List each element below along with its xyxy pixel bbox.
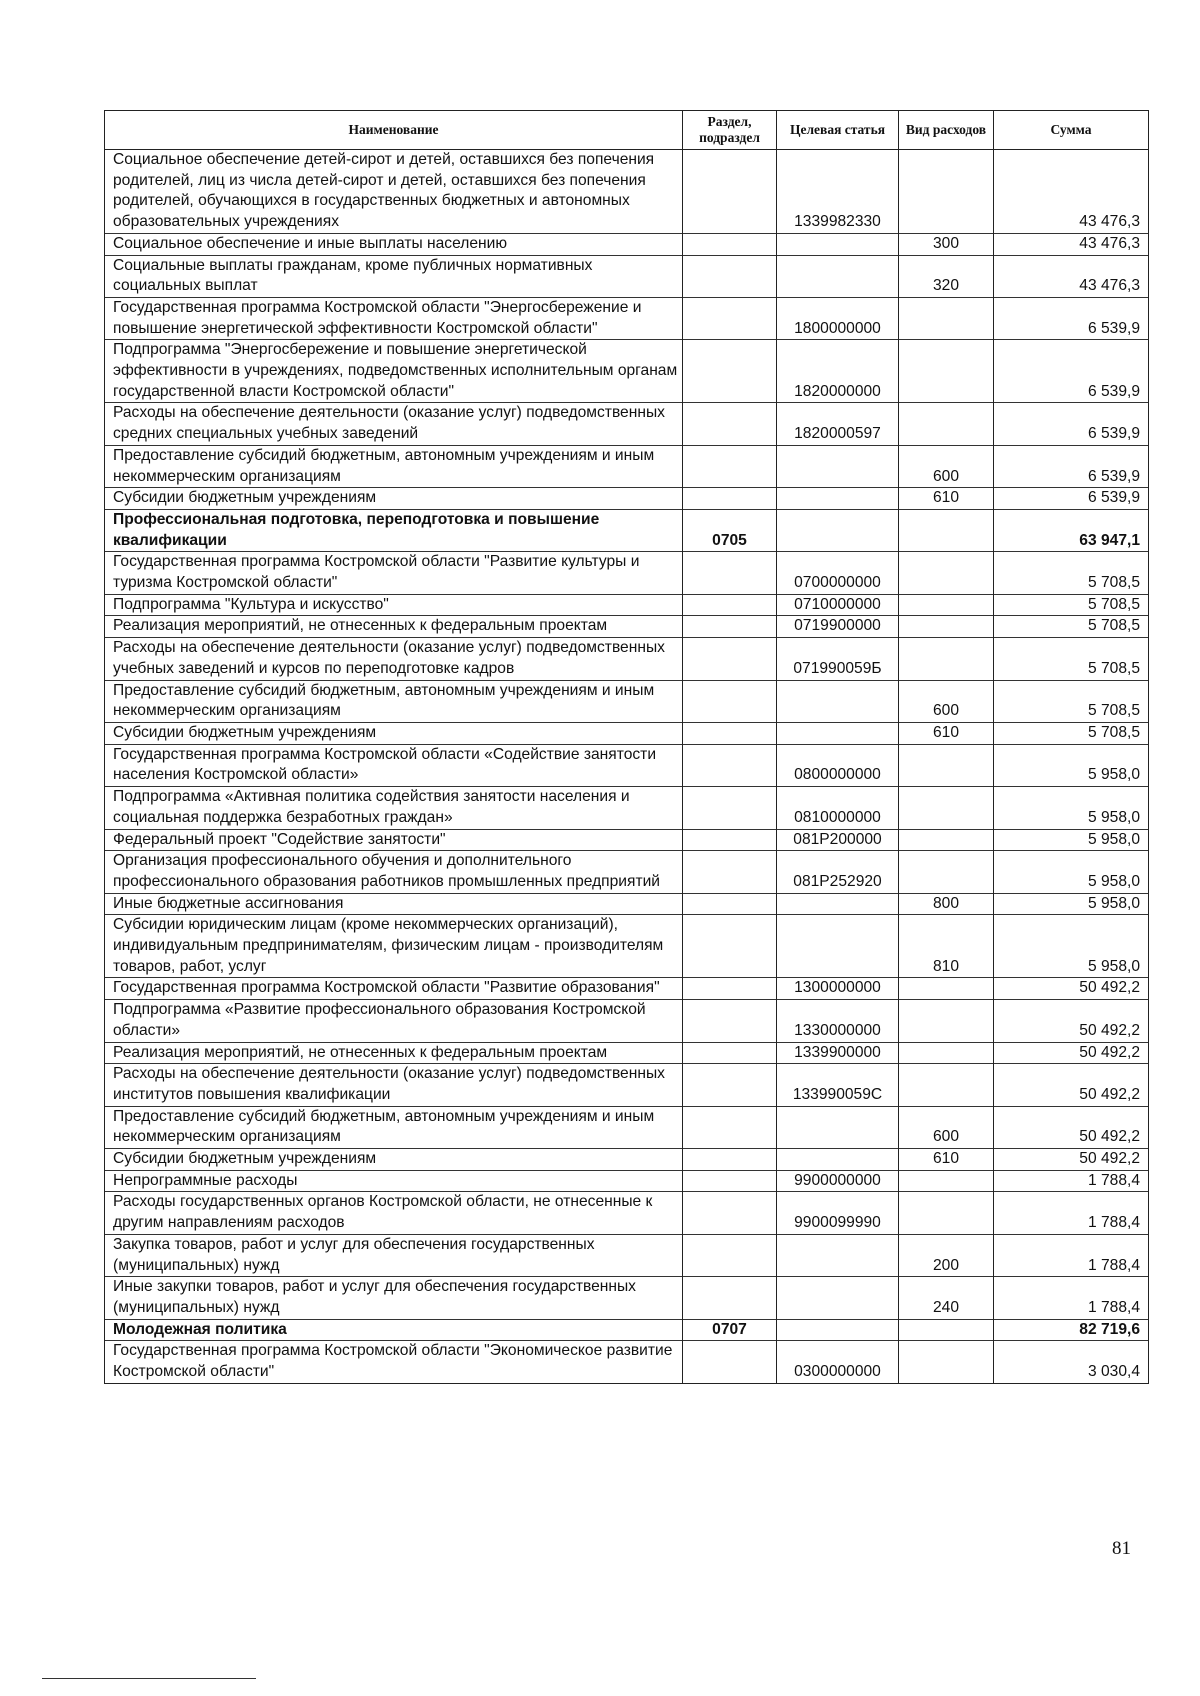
table-row xyxy=(105,150,1149,234)
cell-type xyxy=(899,638,994,680)
cell-section xyxy=(683,1149,777,1171)
cell-target: 1339982330 xyxy=(777,150,899,234)
cell-target xyxy=(777,445,899,487)
table-row xyxy=(105,829,1149,851)
cell-section xyxy=(683,616,777,638)
cell-target: 9900000000 xyxy=(777,1170,899,1192)
cell-section xyxy=(683,403,777,445)
cell-section xyxy=(683,594,777,616)
cell-sum: 82 719,6 xyxy=(994,1319,1149,1341)
cell-name: Подпрограмма "Культура и искусство" xyxy=(105,594,683,616)
header-type: Вид расходов xyxy=(899,111,994,150)
footnote-rule xyxy=(42,1678,256,1679)
cell-target: 071990059Б xyxy=(777,638,899,680)
cell-type xyxy=(899,1042,994,1064)
cell-name: Непрограммные расходы xyxy=(105,1170,683,1192)
cell-sum: 50 492,2 xyxy=(994,1042,1149,1064)
cell-sum: 63 947,1 xyxy=(994,509,1149,551)
cell-section xyxy=(683,1341,777,1383)
cell-name: Подпрограмма «Активная политика содействия занятости населения и социальная поддержка безработных граждан» xyxy=(105,787,683,829)
table-row xyxy=(105,552,1149,594)
cell-section xyxy=(683,1277,777,1319)
cell-type xyxy=(899,1192,994,1234)
cell-target xyxy=(777,488,899,510)
cell-name: Государственная программа Костромской области "Развитие образования" xyxy=(105,978,683,1000)
cell-sum: 50 492,2 xyxy=(994,1149,1149,1171)
cell-type: 300 xyxy=(899,233,994,255)
cell-name: Закупка товаров, работ и услуг для обеспечения государственных (муниципальных) нужд xyxy=(105,1234,683,1276)
table-row xyxy=(105,1064,1149,1106)
cell-type xyxy=(899,1341,994,1383)
cell-target xyxy=(777,1106,899,1148)
budget-table xyxy=(104,110,1149,1384)
cell-sum: 5 958,0 xyxy=(994,787,1149,829)
header-target: Целевая статья xyxy=(777,111,899,150)
cell-name: Подпрограмма «Развитие профессионального образования Костромской области» xyxy=(105,1000,683,1042)
cell-target: 1339900000 xyxy=(777,1042,899,1064)
cell-sum: 5 708,5 xyxy=(994,594,1149,616)
cell-section xyxy=(683,1170,777,1192)
cell-target: 0710000000 xyxy=(777,594,899,616)
table-row xyxy=(105,638,1149,680)
cell-target: 1800000000 xyxy=(777,297,899,339)
cell-name: Предоставление субсидий бюджетным, автономным учреждениям и иным некоммерческим организациям xyxy=(105,445,683,487)
cell-type: 600 xyxy=(899,1106,994,1148)
cell-target xyxy=(777,1149,899,1171)
cell-target: 081P200000 xyxy=(777,829,899,851)
cell-type xyxy=(899,1170,994,1192)
cell-type: 610 xyxy=(899,1149,994,1171)
cell-sum: 50 492,2 xyxy=(994,1064,1149,1106)
cell-sum: 1 788,4 xyxy=(994,1234,1149,1276)
cell-sum: 6 539,9 xyxy=(994,445,1149,487)
table-header-row xyxy=(105,111,1149,150)
cell-name: Социальное обеспечение и иные выплаты населению xyxy=(105,233,683,255)
budget-sheet xyxy=(104,110,1148,1384)
cell-name: Социальное обеспечение детей-сирот и детей, оставшихся без попечения родителей, лиц из числа детей-сирот и детей, оставшихся без попечения родителей, обучающихся в государственных бюджетных и автономных образовательных учреждениях xyxy=(105,150,683,234)
cell-section xyxy=(683,1192,777,1234)
cell-sum: 43 476,3 xyxy=(994,150,1149,234)
cell-sum: 5 958,0 xyxy=(994,851,1149,893)
cell-type xyxy=(899,744,994,786)
cell-type: 610 xyxy=(899,722,994,744)
table-row xyxy=(105,233,1149,255)
cell-type xyxy=(899,297,994,339)
cell-sum: 5 708,5 xyxy=(994,616,1149,638)
cell-type xyxy=(899,851,994,893)
cell-section: 0707 xyxy=(683,1319,777,1341)
cell-section xyxy=(683,552,777,594)
table-row xyxy=(105,1042,1149,1064)
table-row xyxy=(105,403,1149,445)
cell-section xyxy=(683,1000,777,1042)
cell-name: Социальные выплаты гражданам, кроме публичных нормативных социальных выплат xyxy=(105,255,683,297)
cell-section xyxy=(683,445,777,487)
cell-target: 9900099990 xyxy=(777,1192,899,1234)
table-row xyxy=(105,1000,1149,1042)
cell-section xyxy=(683,744,777,786)
cell-name: Государственная программа Костромской области "Развитие культуры и туризма Костромской области" xyxy=(105,552,683,594)
cell-name: Расходы на обеспечение деятельности (оказание услуг) подведомственных институтов повышения квалификации xyxy=(105,1064,683,1106)
cell-sum: 6 539,9 xyxy=(994,340,1149,403)
header-section: Раздел, подраздел xyxy=(683,111,777,150)
cell-type xyxy=(899,594,994,616)
cell-target xyxy=(777,722,899,744)
cell-type: 320 xyxy=(899,255,994,297)
cell-target xyxy=(777,509,899,551)
cell-target xyxy=(777,255,899,297)
table-row xyxy=(105,445,1149,487)
cell-sum: 50 492,2 xyxy=(994,1106,1149,1148)
page-number: 81 xyxy=(1112,1538,1131,1559)
cell-type xyxy=(899,1319,994,1341)
cell-type xyxy=(899,787,994,829)
cell-sum: 6 539,9 xyxy=(994,297,1149,339)
cell-section xyxy=(683,829,777,851)
table-row xyxy=(105,1192,1149,1234)
table-row xyxy=(105,915,1149,978)
cell-target xyxy=(777,233,899,255)
cell-type xyxy=(899,616,994,638)
cell-target xyxy=(777,893,899,915)
cell-name: Предоставление субсидий бюджетным, автономным учреждениям и иным некоммерческим организациям xyxy=(105,680,683,722)
cell-name: Государственная программа Костромской области "Экономическое развитие Костромской области" xyxy=(105,1341,683,1383)
cell-sum: 50 492,2 xyxy=(994,978,1149,1000)
cell-target: 0700000000 xyxy=(777,552,899,594)
table-row xyxy=(105,680,1149,722)
cell-section xyxy=(683,1042,777,1064)
cell-type xyxy=(899,340,994,403)
cell-section xyxy=(683,150,777,234)
table-row xyxy=(105,744,1149,786)
cell-sum: 43 476,3 xyxy=(994,255,1149,297)
cell-name: Государственная программа Костромской области "Энергосбережение и повышение энергетической эффективности Костромской области" xyxy=(105,297,683,339)
cell-target xyxy=(777,1277,899,1319)
cell-type xyxy=(899,978,994,1000)
cell-target: 1300000000 xyxy=(777,978,899,1000)
cell-type xyxy=(899,509,994,551)
cell-name: Иные бюджетные ассигнования xyxy=(105,893,683,915)
table-row xyxy=(105,722,1149,744)
cell-type xyxy=(899,552,994,594)
cell-sum: 6 539,9 xyxy=(994,488,1149,510)
cell-target xyxy=(777,1234,899,1276)
cell-sum: 50 492,2 xyxy=(994,1000,1149,1042)
table-row xyxy=(105,340,1149,403)
cell-type: 240 xyxy=(899,1277,994,1319)
cell-sum: 6 539,9 xyxy=(994,403,1149,445)
cell-sum: 43 476,3 xyxy=(994,233,1149,255)
cell-section xyxy=(683,488,777,510)
table-row xyxy=(105,1319,1149,1341)
cell-name: Организация профессионального обучения и дополнительного профессионального образования работников промышленных предприятий xyxy=(105,851,683,893)
table-row xyxy=(105,1341,1149,1383)
cell-name: Государственная программа Костромской области «Содействие занятости населения Костромской области» xyxy=(105,744,683,786)
cell-target: 0719900000 xyxy=(777,616,899,638)
cell-target: 1820000597 xyxy=(777,403,899,445)
cell-type xyxy=(899,1064,994,1106)
cell-target xyxy=(777,680,899,722)
cell-target: 0810000000 xyxy=(777,787,899,829)
cell-type xyxy=(899,829,994,851)
table-row xyxy=(105,1170,1149,1192)
cell-section xyxy=(683,787,777,829)
table-row xyxy=(105,787,1149,829)
cell-sum: 5 708,5 xyxy=(994,638,1149,680)
cell-type xyxy=(899,1000,994,1042)
cell-sum: 5 958,0 xyxy=(994,744,1149,786)
cell-type xyxy=(899,150,994,234)
cell-target: 0300000000 xyxy=(777,1341,899,1383)
table-row xyxy=(105,594,1149,616)
cell-section xyxy=(683,1064,777,1106)
table-row xyxy=(105,893,1149,915)
cell-name: Реализация мероприятий, не отнесенных к федеральным проектам xyxy=(105,1042,683,1064)
table-row xyxy=(105,1106,1149,1148)
cell-name: Молодежная политика xyxy=(105,1319,683,1341)
cell-target xyxy=(777,915,899,978)
table-row xyxy=(105,255,1149,297)
table-row xyxy=(105,1234,1149,1276)
cell-sum: 5 958,0 xyxy=(994,829,1149,851)
header-name: Наименование xyxy=(105,111,683,150)
cell-name: Профессиональная подготовка, переподготовка и повышение квалификации xyxy=(105,509,683,551)
cell-name: Иные закупки товаров, работ и услуг для обеспечения государственных (муниципальных) нужд xyxy=(105,1277,683,1319)
cell-name: Федеральный проект "Содействие занятости" xyxy=(105,829,683,851)
cell-section: 0705 xyxy=(683,509,777,551)
table-row xyxy=(105,1149,1149,1171)
cell-sum: 1 788,4 xyxy=(994,1192,1149,1234)
header-sum: Сумма xyxy=(994,111,1149,150)
cell-type: 200 xyxy=(899,1234,994,1276)
cell-section xyxy=(683,638,777,680)
cell-sum: 5 708,5 xyxy=(994,552,1149,594)
cell-target: 1820000000 xyxy=(777,340,899,403)
cell-target: 0800000000 xyxy=(777,744,899,786)
cell-name: Расходы государственных органов Костромской области, не отнесенные к другим направлениям расходов xyxy=(105,1192,683,1234)
cell-target: 1330000000 xyxy=(777,1000,899,1042)
table-row xyxy=(105,509,1149,551)
table-body xyxy=(105,150,1149,1384)
cell-sum: 5 958,0 xyxy=(994,915,1149,978)
cell-section xyxy=(683,893,777,915)
cell-name: Субсидии бюджетным учреждениям xyxy=(105,722,683,744)
cell-section xyxy=(683,1234,777,1276)
table-row xyxy=(105,978,1149,1000)
cell-target: 081P252920 xyxy=(777,851,899,893)
cell-sum: 5 708,5 xyxy=(994,680,1149,722)
cell-type: 600 xyxy=(899,445,994,487)
cell-name: Расходы на обеспечение деятельности (оказание услуг) подведомственных средних специальных учебных заведений xyxy=(105,403,683,445)
cell-name: Подпрограмма "Энергосбережение и повышение энергетической эффективности в учреждениях, подведомственных исполнительным органам государственной власти Костромской области" xyxy=(105,340,683,403)
cell-section xyxy=(683,722,777,744)
cell-section xyxy=(683,297,777,339)
cell-name: Субсидии бюджетным учреждениям xyxy=(105,1149,683,1171)
table-row xyxy=(105,616,1149,638)
cell-section xyxy=(683,233,777,255)
cell-sum: 1 788,4 xyxy=(994,1170,1149,1192)
cell-section xyxy=(683,255,777,297)
cell-name: Субсидии юридическим лицам (кроме некоммерческих организаций), индивидуальным предпринимателям, физическим лицам - производителям товаров, работ, услуг xyxy=(105,915,683,978)
table-row xyxy=(105,851,1149,893)
table-row xyxy=(105,297,1149,339)
cell-type: 610 xyxy=(899,488,994,510)
cell-sum: 1 788,4 xyxy=(994,1277,1149,1319)
cell-type: 600 xyxy=(899,680,994,722)
cell-name: Расходы на обеспечение деятельности (оказание услуг) подведомственных учебных заведений и курсов по переподготовке кадров xyxy=(105,638,683,680)
cell-section xyxy=(683,680,777,722)
cell-type: 800 xyxy=(899,893,994,915)
cell-target xyxy=(777,1319,899,1341)
cell-sum: 3 030,4 xyxy=(994,1341,1149,1383)
cell-sum: 5 958,0 xyxy=(994,893,1149,915)
cell-name: Реализация мероприятий, не отнесенных к федеральным проектам xyxy=(105,616,683,638)
cell-name: Предоставление субсидий бюджетным, автономным учреждениям и иным некоммерческим организациям xyxy=(105,1106,683,1148)
cell-section xyxy=(683,915,777,978)
cell-name: Субсидии бюджетным учреждениям xyxy=(105,488,683,510)
cell-section xyxy=(683,1106,777,1148)
table-row xyxy=(105,1277,1149,1319)
cell-type xyxy=(899,403,994,445)
cell-target: 133990059С xyxy=(777,1064,899,1106)
table-row xyxy=(105,488,1149,510)
cell-sum: 5 708,5 xyxy=(994,722,1149,744)
cell-type: 810 xyxy=(899,915,994,978)
cell-section xyxy=(683,340,777,403)
cell-section xyxy=(683,978,777,1000)
cell-section xyxy=(683,851,777,893)
